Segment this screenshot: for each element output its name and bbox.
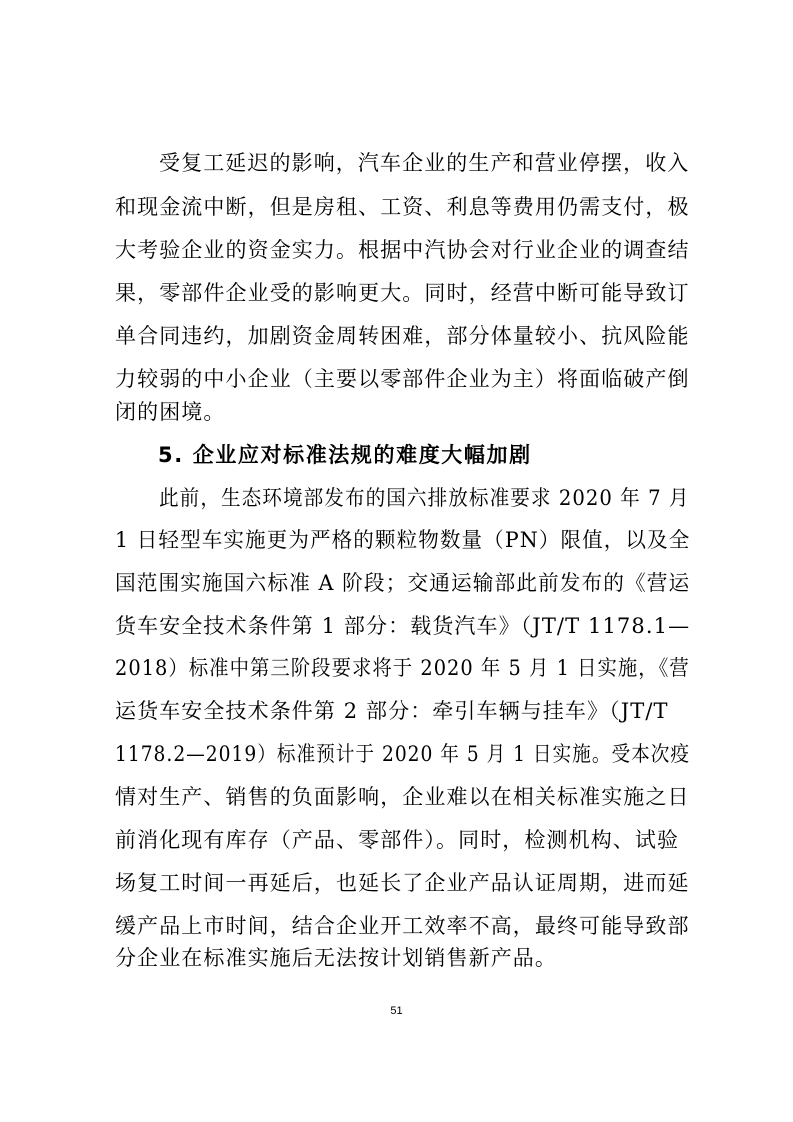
- paragraph-line: 大考验企业的资金实力。根据中汽协会对行业企业的调查结: [115, 238, 690, 262]
- paragraph-line: 1 日轻型车实施更为严格的颗粒物数量（PN）限值，以及全: [115, 528, 691, 552]
- paragraph-line: 国范围实施国六标准 A 阶段；交通运输部此前发布的《营运: [115, 571, 691, 595]
- paragraph-line: 前消化现有库存（产品、零部件）。同时，检测机构、试验: [115, 828, 680, 852]
- paragraph-line: 单合同违约，加剧资金周转困难，部分体量较小、抗风险能: [115, 324, 690, 348]
- paragraph-line: 缓产品上市时间，结合企业开工效率不高，最终可能导致部: [115, 914, 690, 938]
- paragraph-line: 力较弱的中小企业（主要以零部件企业为主）将面临破产倒: [115, 367, 690, 391]
- paragraph-line: 运货车安全技术条件第 2 部分：牵引车辆与挂车》（JT/T: [115, 699, 669, 723]
- page-number: 51: [390, 1005, 403, 1017]
- section-heading: 5. 企业应对标准法规的难度大幅加剧: [158, 443, 532, 467]
- paragraph-line: 此前，生态环境部发布的国六排放标准要求 2020 年 7 月: [159, 486, 690, 510]
- paragraph-line: 货车安全技术条件第 1 部分：载货汽车》（JT/T 1178.1—: [115, 614, 691, 638]
- paragraph-line: 受复工延迟的影响，汽车企业的生产和营业停摆，收入: [159, 151, 690, 175]
- paragraph-line: 场复工时间一再延后，也延长了企业产品认证周期，进而延: [115, 871, 690, 895]
- paragraph-line: 果，零部件企业受的影响更大。同时，经营中断可能导致订: [115, 281, 690, 305]
- paragraph-line: 2018）标准中第三阶段要求将于 2020 年 5 月 1 日实施，《营: [115, 656, 690, 680]
- paragraph-line: 和现金流中断，但是房租、工资、利息等费用仍需支付，极: [115, 195, 690, 219]
- paragraph-line: 分企业在标准实施后无法按计划销售新产品。: [115, 946, 557, 970]
- paragraph-line: 闭的困境。: [115, 400, 226, 424]
- paragraph-line: 情对生产、销售的负面影响，企业难以在相关标准实施之日: [115, 785, 690, 809]
- paragraph-line: 1178.2—2019）标准预计于 2020 年 5 月 1 日实施。受本次疫: [115, 742, 691, 766]
